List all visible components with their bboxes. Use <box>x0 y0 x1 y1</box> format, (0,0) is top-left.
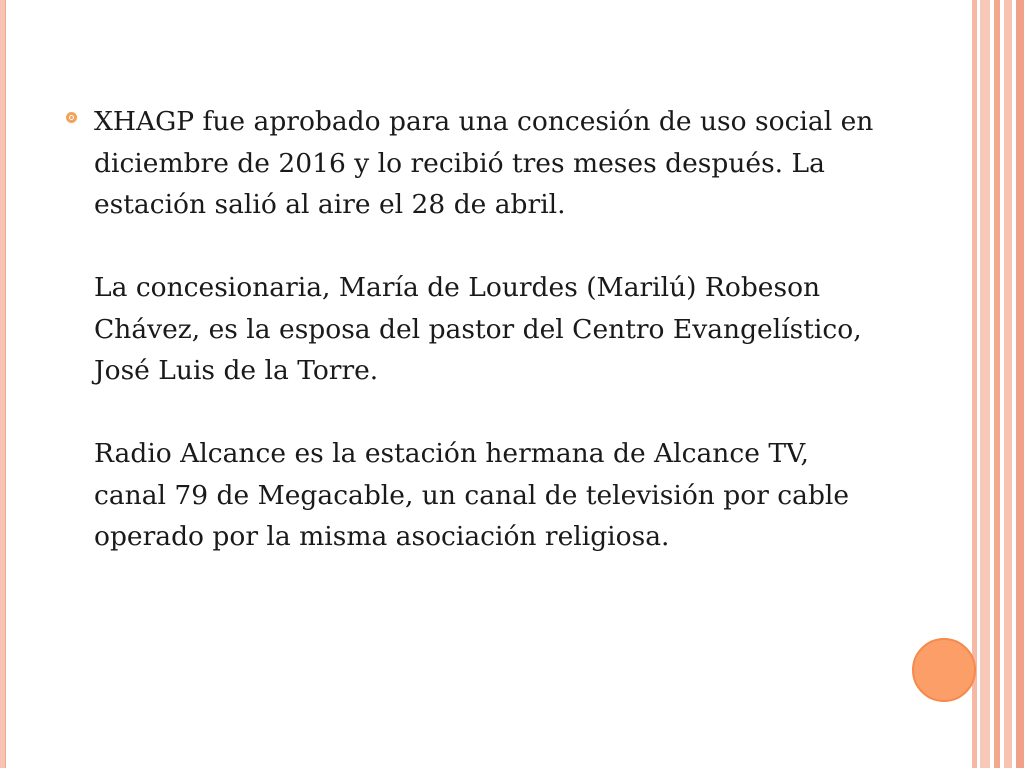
slide-content <box>62 101 882 558</box>
circle-bullet-icon <box>66 112 77 123</box>
right-stripes-decoration <box>972 0 1024 768</box>
stripe <box>1016 0 1024 768</box>
paragraph-3: Radio Alcance es la estación hermana de Alcance TV, canal 79 de Megacable, un canal de televisión por cable operado por la misma asociación religiosa. <box>94 438 850 552</box>
stripe <box>994 0 1000 768</box>
stripe <box>972 0 977 768</box>
stripe <box>1004 0 1012 768</box>
paragraph-gap <box>94 226 882 268</box>
left-border-decoration <box>0 0 6 768</box>
orange-circle-decoration <box>912 638 976 702</box>
stripe <box>980 0 990 768</box>
bullet-item <box>62 101 882 558</box>
paragraph-2: La concesionaria, María de Lourdes (Marilú) Robeson Chávez, es la esposa del pastor del Centro Evangelístico, José Luis de la Torre. <box>94 272 862 386</box>
paragraph-1: XHAGP fue aprobado para una concesión de uso social en diciembre de 2016 y lo recibió tres meses después. La estación salió al aire el 28 de abril. <box>94 106 874 220</box>
paragraph-gap <box>94 392 882 434</box>
